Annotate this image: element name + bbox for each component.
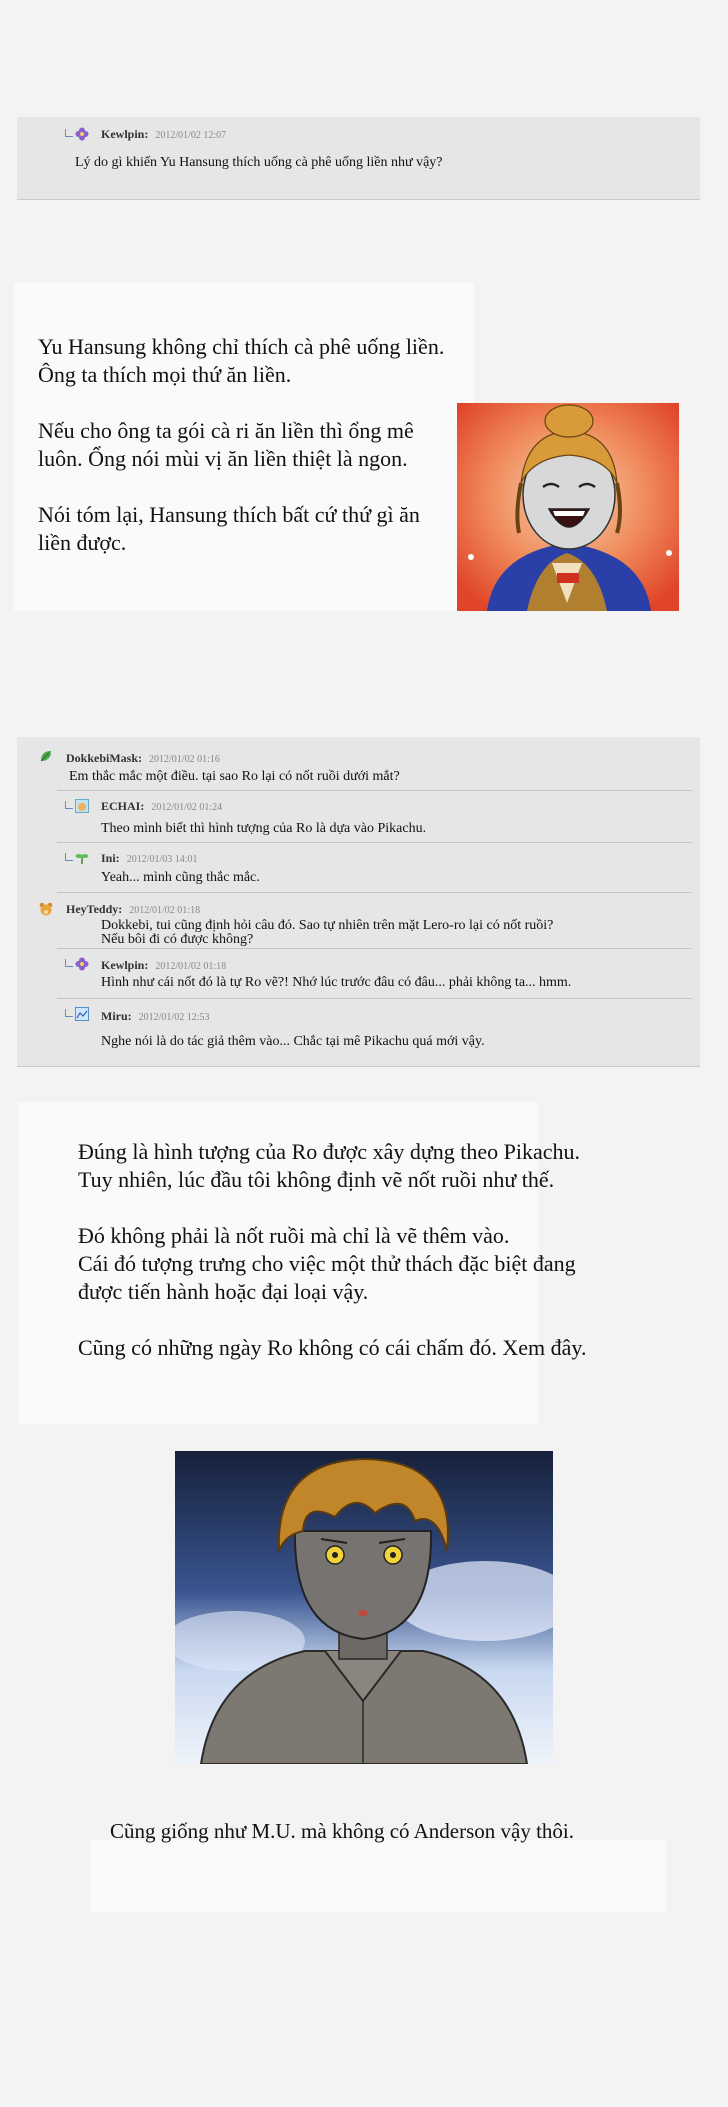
comment-date: 2012/01/02 12:53 (138, 1012, 210, 1023)
caption-text: Cũng giống như M.U. mà không có Anderson vậy thôi. (110, 1819, 575, 1843)
comment-header (101, 1009, 210, 1024)
comment-date: 2012/01/03 14:01 (126, 854, 198, 865)
leaf-icon (39, 749, 53, 763)
comment-date: 2012/01/02 01:18 (129, 905, 201, 916)
teddy-bear-icon (39, 902, 53, 916)
comment-username[interactable]: Ini: (101, 851, 120, 865)
answer2-line: Cũng có những ngày Ro không có cái chấm đó. Xem đây. (78, 1335, 587, 1360)
laughing-character-illustration (457, 403, 679, 611)
reply-arrow-icon (65, 853, 73, 861)
comment-header (101, 851, 198, 866)
comment-text: Yeah... mình cũng thắc mắc. (101, 870, 260, 885)
comment-header (101, 127, 226, 142)
comment-text: Theo mình biết thì hình tượng của Ro là dựa vào Pikachu. (101, 821, 427, 836)
comment-username[interactable]: ECHAI: (101, 799, 145, 813)
answer2-line: Đó không phải là nốt ruồi mà chỉ là vẽ thêm vào. (78, 1223, 510, 1248)
comment-text-continued: Nếu bôi đi có được không? (101, 932, 254, 947)
comment-text: Hình như cái nốt đó là tự Ro vẽ?! Nhớ lúc trước đâu có đâu... phải không ta... hmm. (101, 975, 572, 990)
comment-divider (57, 842, 692, 843)
comment-text: Em thắc mắc một điều. tại sao Ro lại có nốt ruồi dưới mắt? (69, 769, 400, 784)
comment-date: 2012/01/02 01:24 (151, 802, 223, 813)
purple-flower-icon (75, 957, 89, 971)
comment-text: Nghe nói là do tác giả thêm vào... Chắc tại mê Pikachu quá mới vậy. (101, 1034, 485, 1049)
comment-date: 2012/01/02 01:16 (149, 754, 220, 765)
answer1-line: Nói tóm lại, Hansung thích bất cứ thứ gì ăn (38, 502, 420, 527)
sprout-icon (75, 851, 89, 865)
comment-date: 2012/01/02 12:07 (155, 130, 227, 141)
comment-username[interactable]: Kewlpin: (101, 127, 149, 141)
comment-text: Lý do gì khiến Yu Hansung thích uống cà phê uống liền như vậy? (75, 155, 443, 170)
comment-divider (57, 998, 692, 999)
comment-header (66, 751, 220, 766)
reply-arrow-icon (65, 1009, 73, 1017)
comment-date: 2012/01/02 01:18 (155, 961, 227, 972)
purple-flower-icon (75, 127, 89, 141)
answer1-line: liền được. (38, 530, 127, 555)
reply-arrow-icon (65, 959, 73, 967)
answer1-line: luôn. Ổng nói mùi vị ăn liền thiệt là ngon. (38, 446, 408, 471)
ro-character-illustration (175, 1451, 553, 1764)
comment-divider (57, 948, 692, 949)
answer1-line: Yu Hansung không chỉ thích cà phê uống liền. (38, 334, 445, 359)
miru-avatar-icon (75, 1007, 89, 1021)
comment-header (101, 799, 222, 814)
comment-thread (17, 737, 700, 1067)
comment-divider (57, 790, 692, 791)
answer2-line: Tuy nhiên, lúc đầu tôi không định vẽ nốt ruồi như thế. (78, 1167, 555, 1192)
comment-box-kewlpin (17, 117, 700, 200)
comment-header (66, 902, 200, 917)
echai-avatar-icon (75, 799, 89, 813)
comment-text: Dokkebi, tui cũng định hỏi câu đó. Sao tự nhiên trên mặt Lero-ro lại có nốt ruồi? (101, 918, 554, 933)
comment-divider (57, 892, 692, 893)
answer1-line: Nếu cho ông ta gói cà ri ăn liền thì ổng mê (38, 418, 414, 443)
answer1-line: Ông ta thích mọi thứ ăn liền. (38, 362, 292, 387)
reply-arrow-icon (65, 129, 73, 137)
comment-header (101, 958, 226, 973)
answer2-line: Cái đó tượng trưng cho việc một thử thách đặc biệt đang (78, 1251, 576, 1276)
comment-username[interactable]: HeyTeddy: (66, 902, 123, 916)
comment-username[interactable]: Kewlpin: (101, 958, 149, 972)
reply-arrow-icon (65, 801, 73, 809)
answer2-line: được tiến hành hoặc đại loại vậy. (78, 1279, 369, 1304)
comment-username[interactable]: Miru: (101, 1009, 132, 1023)
answer2-line: Đúng là hình tượng của Ro được xây dựng theo Pikachu. (78, 1139, 581, 1164)
caption-panel (90, 1840, 666, 1912)
comment-username[interactable]: DokkebiMask: (66, 751, 143, 765)
